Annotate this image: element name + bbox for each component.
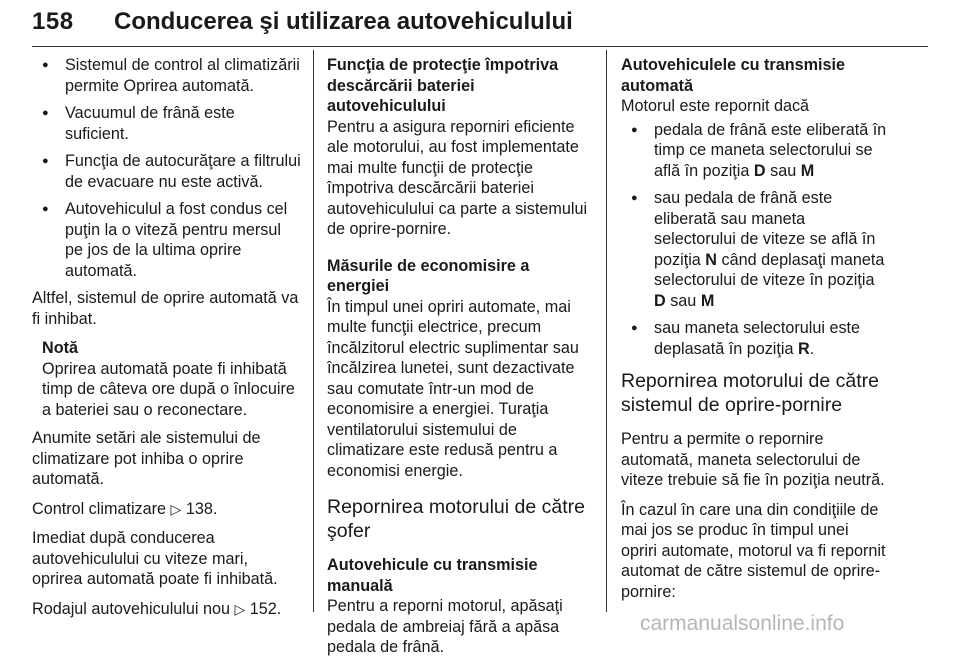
column-3 [621, 55, 889, 611]
paragraph-restart-intro: Motorul este repornit dacă [621, 97, 810, 115]
reference-page: 152. [249, 599, 282, 618]
note-box [42, 338, 302, 420]
reference-text: Control climatizare [32, 499, 167, 518]
break-in-reference[interactable] [32, 599, 302, 620]
list-item: ● Autovehiculul a fost condus cel puţin la o viteză pentru mersul pe jos de la ultima oprire automată. [32, 199, 302, 281]
paragraph-manual-transmission: Pentru a reporni motorul, apăsaţi pedala de ambreiaj fără a apăsa pedala de frână. [327, 597, 563, 656]
conditions-list [32, 55, 302, 281]
note-text: Oprirea automată poate fi inhibată timp de câteva ore după o înlocuire a bateriei sau o reconectare. [42, 359, 295, 419]
page-title: Conducerea şi utilizarea autovehiculului [114, 8, 573, 35]
column-2 [327, 55, 589, 667]
climate-control-reference[interactable] [32, 499, 302, 520]
column-divider-2 [606, 50, 607, 612]
column-1 [32, 55, 302, 628]
paragraph-battery-protection: Pentru a asigura reporniri eficiente ale motorului, au fost implementate mai multe funcţii de protecţie împotriva descărcării bateriei autovehiculului ca parte a sistemului de oprire-pornire. [327, 117, 588, 238]
page-reference-arrow-icon: ▷ [170, 500, 182, 517]
paragraph-energy-saving: În timpul unei opriri automate, mai multe funcţii electrice, precum încălzitorul electric suplimentar sau încălzirea lunetei, sunt dezactivate sau comutate într-un mod de economisire a energiei. Turaţia ventilatorului sistemului de climatizare este redusă pentru a economisi energie. [327, 297, 579, 480]
section-title-system-restart: Repornirea motorului de către sistemul de oprire-pornire [621, 370, 879, 416]
paragraph-neutral-position: Pentru a permite o repornire automată, maneta selectorului de viteze trebuie să fie în poziţia neutră. [621, 430, 885, 489]
paragraph-otherwise: Altfel, sistemul de oprire automată va fi inhibat. [32, 289, 299, 328]
paragraph-conditions: În cazul în care una din condiţiile de mai jos se produc în timpul unei opriri automate, motorul va fi repornit automat de către sistemul de oprire-pornire: [621, 500, 886, 601]
list-item: ● Vacuumul de frână este suficient. [32, 103, 302, 144]
list-item: ● Funcţia de autocurăţare a filtrului de evacuare nu este activă. [32, 151, 302, 192]
heading-battery-protection: Funcţia de protecţie împotriva descărcării bateriei autovehiculului [327, 56, 559, 115]
paragraph-high-speed: Imediat după conducerea autovehiculului cu viteze mari, oprirea automată poate fi inhibată. [32, 529, 278, 588]
watermark: carmanualsonline.info [640, 612, 845, 635]
heading-automatic-transmission: Autovehiculele cu transmisie automată [621, 56, 846, 95]
heading-energy-saving: Măsurile de economisire a energiei [327, 256, 530, 295]
page-number: 158 [32, 8, 74, 35]
paragraph-climate-settings: Anumite setări ale sistemului de climatizare pot inhiba o oprire automată. [32, 429, 261, 488]
restart-conditions-list [621, 120, 889, 360]
heading-manual-transmission: Autovehicule cu transmisie manuală [327, 556, 538, 595]
reference-page: 138. [185, 499, 218, 518]
page-header [32, 4, 928, 44]
list-item: ● sau pedala de frână este eliberată sau maneta selectorului de viteze se află în poziţia N când deplasaţi maneta selectorului de viteze în poziţia D sau M [621, 188, 889, 311]
list-item: ● Sistemul de control al climatizării permite Oprirea automată. [32, 55, 302, 96]
column-divider-1 [313, 50, 314, 612]
note-title: Notă [42, 339, 78, 357]
header-divider [32, 46, 928, 47]
page-reference-arrow-icon: ▷ [234, 600, 246, 617]
section-title-driver-restart: Repornirea motorului de către şofer [327, 496, 585, 542]
list-item: ● sau maneta selectorului este deplasată în poziţia R. [621, 318, 889, 359]
list-item: ● pedala de frână este eliberată în timp ce maneta selectorului se află în poziţia D sau M [621, 120, 889, 182]
reference-text: Rodajul autovehiculului nou [32, 599, 230, 618]
